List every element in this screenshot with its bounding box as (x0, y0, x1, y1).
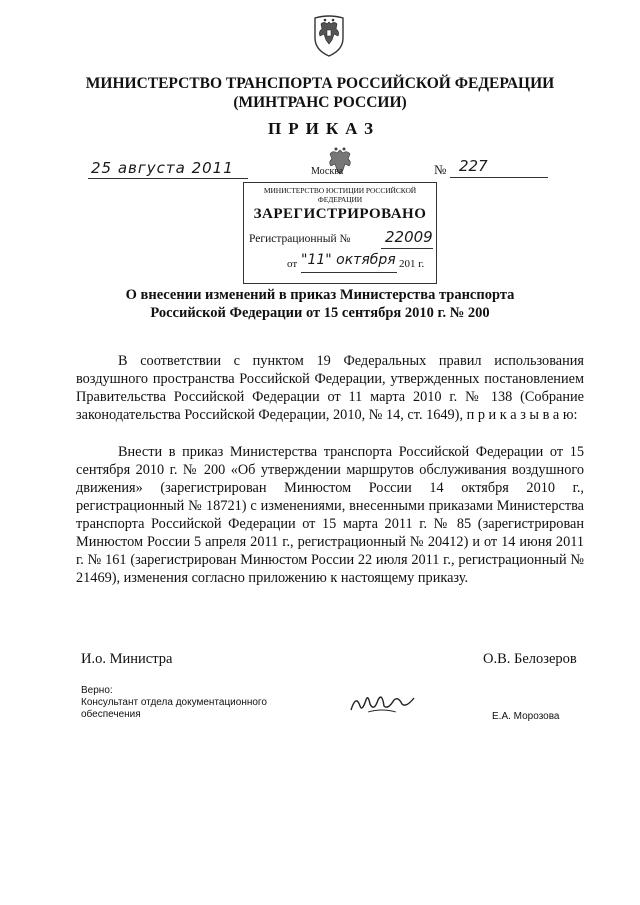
ministry-name: МИНИСТЕРСТВО ТРАНСПОРТА РОССИЙСКОЙ ФЕДЕРАЦИИ (85, 75, 555, 92)
stamp-date-underline (301, 272, 397, 273)
document-type-title: ПРИКАЗ (268, 119, 380, 138)
stamp-city: Москва (311, 166, 344, 177)
subject-line-2: Российской Федерации от 15 сентября 2010 г. № 200 (150, 305, 490, 321)
verification-block (81, 685, 267, 721)
order-number: 227 (459, 157, 488, 175)
order-date: 25 августа 2011 (91, 159, 234, 177)
order-number-label: № (434, 162, 447, 177)
reg-number-underline (381, 248, 433, 249)
coat-of-arms-icon (312, 12, 346, 58)
subject-line-1: О внесении изменений в приказ Министерства транспорта (125, 287, 515, 303)
number-underline (450, 177, 548, 178)
signer-title: И.о. Министра (81, 651, 173, 667)
ministry-short-name: (МИНТРАНС РОССИИ) (233, 94, 407, 111)
handwritten-signature-icon (348, 688, 418, 716)
stamp-reg-label: Регистрационный № (249, 233, 351, 245)
stamp-status: ЗАРЕГИСТРИРОВАНО (253, 206, 427, 222)
stamp-department: МИНИСТЕРСТВО ЮСТИЦИИ РОССИЙСКОЙ ФЕДЕРАЦИИ (263, 186, 417, 204)
registration-stamp (243, 144, 437, 284)
stamp-date-prefix: от (287, 258, 298, 270)
paragraph-1-text: В соответствии с пунктом 19 Федеральных правил использования воздушного пространства Российской Федерации, утвержденных постановлением Правительства Российской Федерации от 11 марта 2010 г. № 138 (Собрание законодательства Российской Федерации, 2010, № 14, ст. 1649), п р и к а з ы в а ю: (76, 353, 584, 423)
verifier-position: Консультант отдела документационного (81, 697, 267, 708)
verifier-department: обеспечения (81, 709, 141, 720)
body-paragraph-2 (76, 443, 584, 587)
paragraph-2-text: Внести в приказ Министерства транспорта Российской Федерации от 15 сентября 2010 г. № 200 «Об утверждении маршрутов обслуживания воздушного движения» (зарегистрирован Минюстом России 14 октября 2010 г., регистрационный № 18721) с изменениями, внесенными приказами Министерства транспорта Российской Федерации от 15 марта 2011 г. № 85 (зарегистрирован Минюстом России 5 апреля 2011 г., регистрационный № 20412) и от 14 июня 2011 г. № 161 (зарегистрирован Минюстом России 22 июля 2011 г., регистрационный № 21469), изменения согласно приложению к настоящему приказу. (76, 444, 584, 586)
stamp-date: "11" октября (301, 252, 396, 268)
stamp-year: 201 г. (399, 258, 425, 270)
stamp-reg-number: 22009 (385, 228, 433, 246)
verification-label: Верно: (81, 685, 113, 696)
body-paragraph-1 (76, 352, 584, 424)
signer-name: О.В. Белозеров (483, 651, 577, 667)
verifier-name: Е.А. Морозова (492, 711, 560, 722)
order-subject (0, 286, 640, 322)
ministry-heading (0, 74, 640, 112)
date-underline (88, 178, 248, 179)
